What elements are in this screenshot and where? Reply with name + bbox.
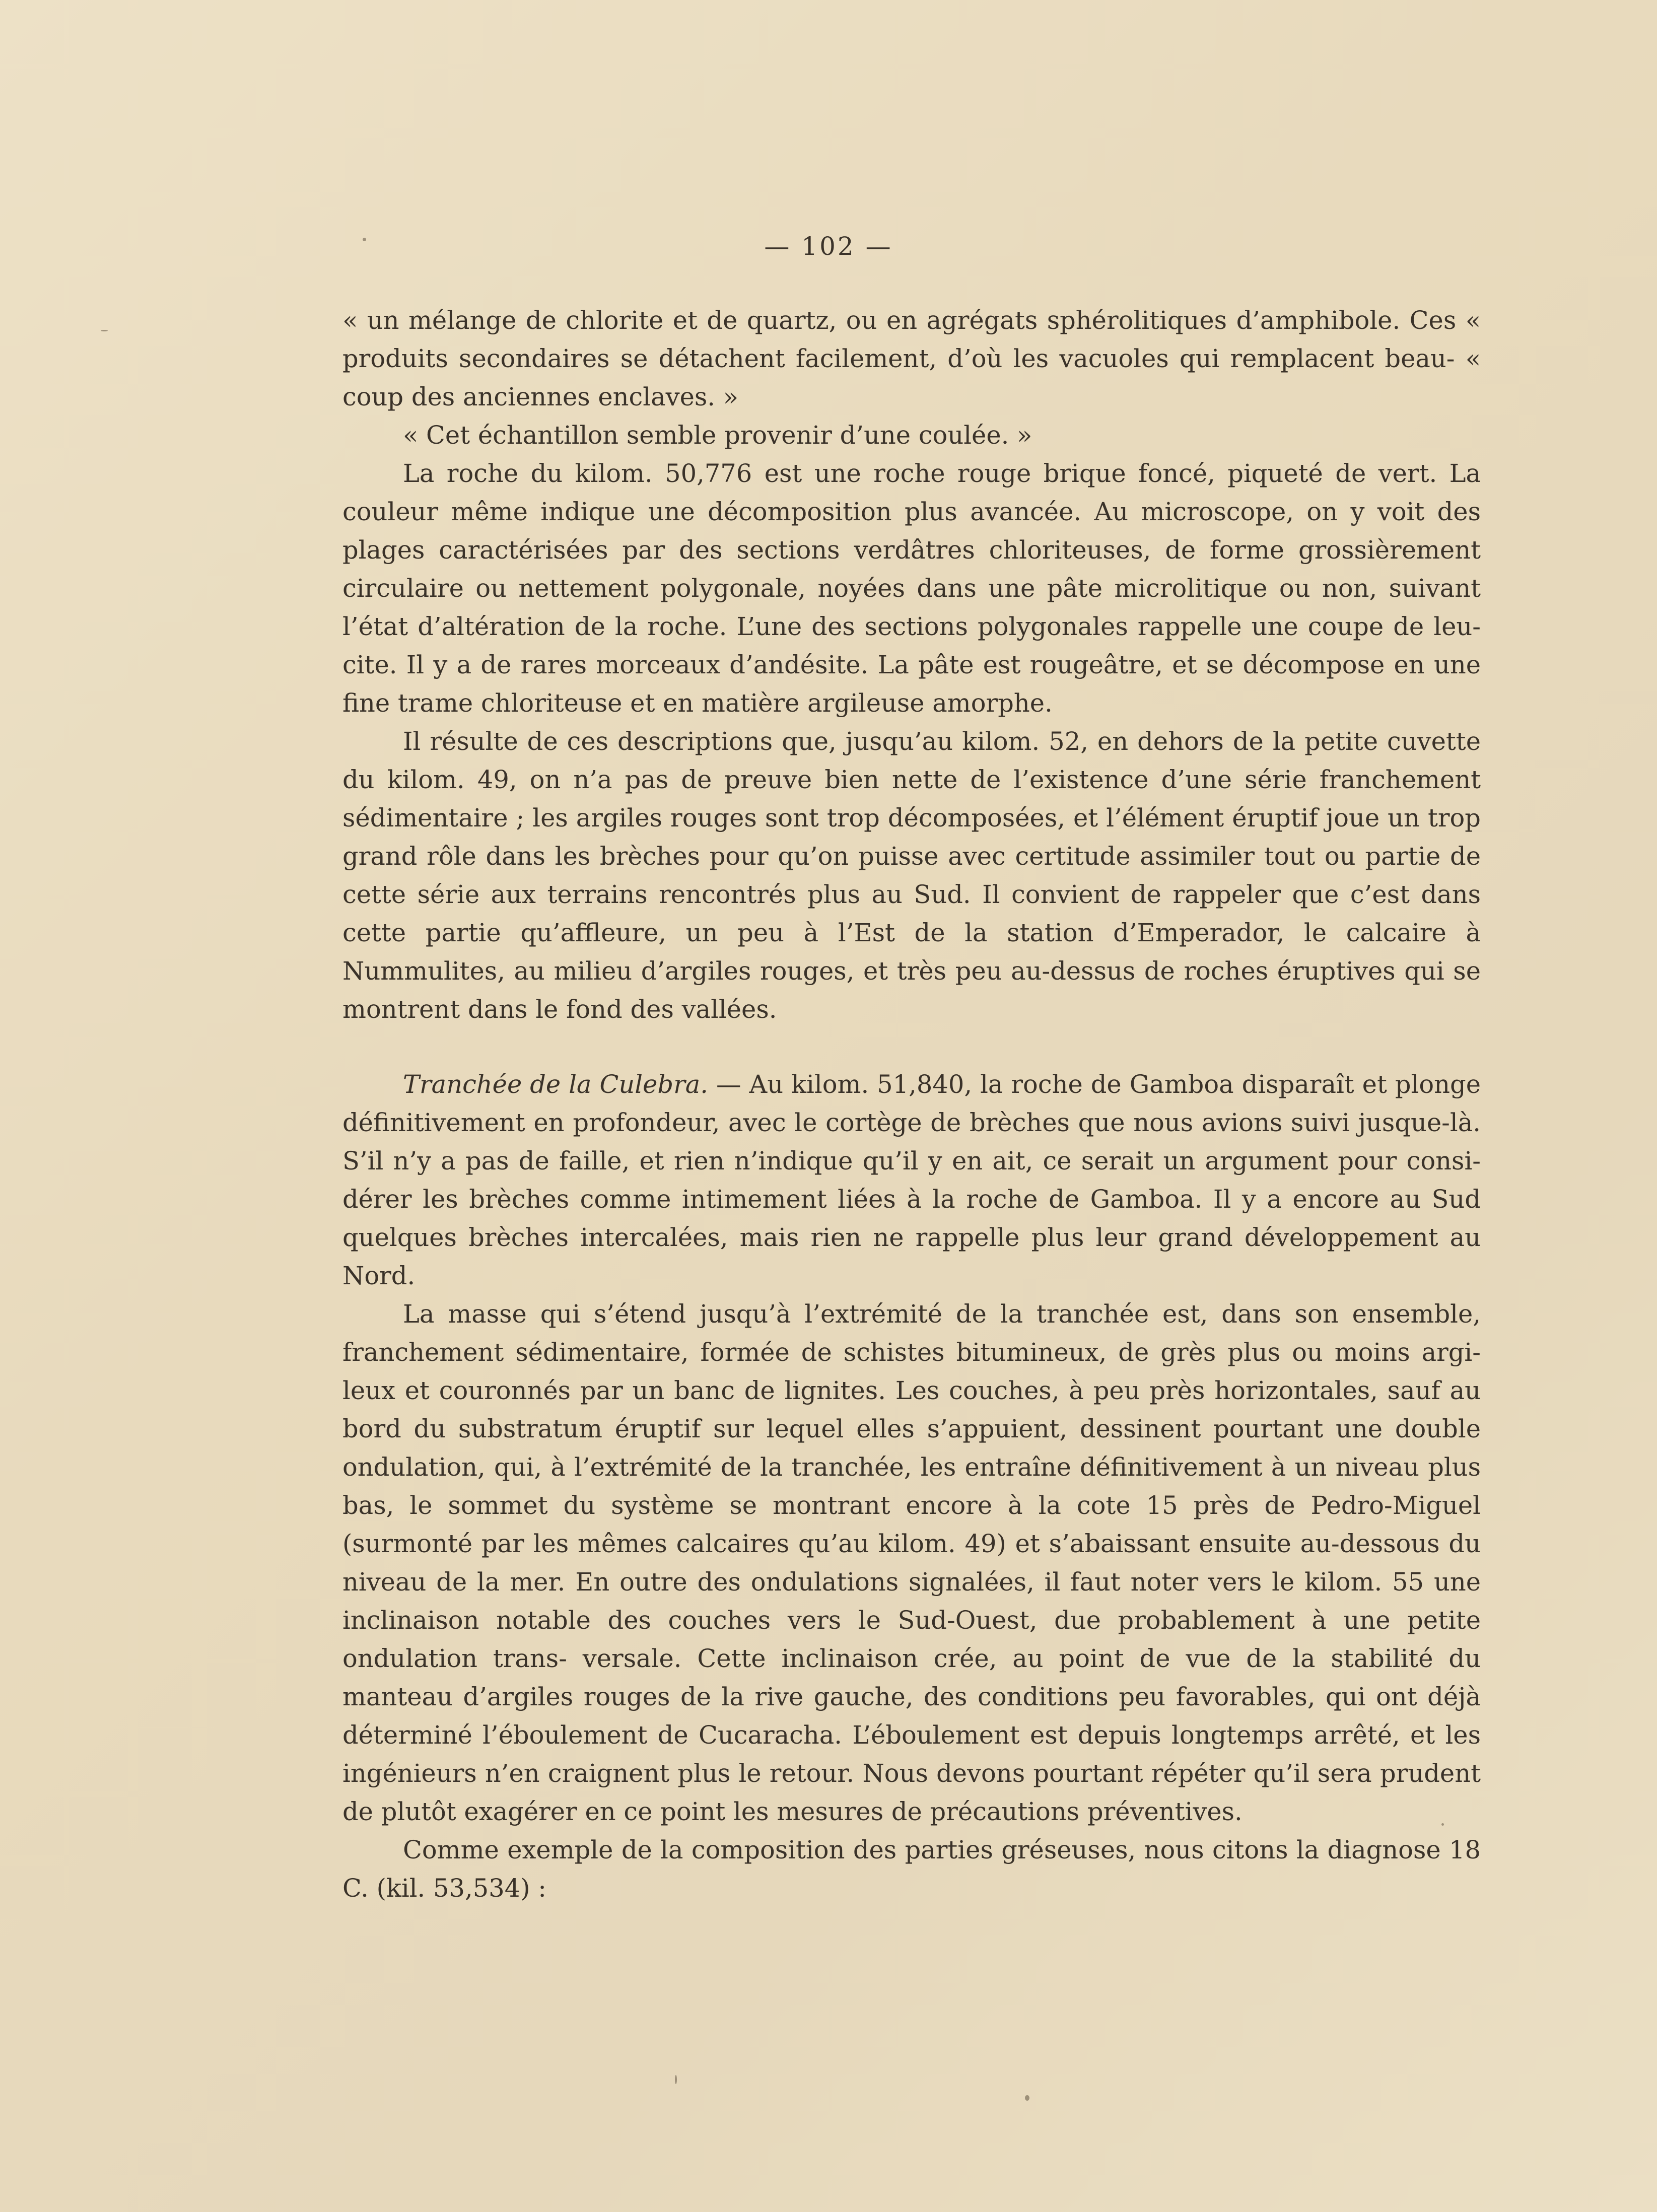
paper-speck (101, 330, 108, 331)
section-heading-culebra: Tranchée de la Culebra. (403, 1070, 708, 1099)
quote-continuation: « un mélange de chlorite et de quartz, ou en agrégats sphérolitiques d’amphibole. Ces « produits secondaires se détachent facilement, d’où les vacuoles qui remplacent beau- « coup des anciennes enclaves. » (342, 306, 1481, 411)
paper-speck (1025, 2095, 1029, 2101)
paragraph-masse: La masse qui s’étend jusqu’à l’extrémité de la tranchée est, dans son ensemble, franchement sédimentaire, formée de schistes bitumineux, de grès plus ou moins argi- leux et couronnés par un banc de lignites. Les couches, à peu près horizontales, sauf au bord du substratum éruptif sur lequel elles s’appuient, dessinent pourtant une double ondulation, qui, à l’extrémité de la tranchée, les entraîne définitivement à un niveau plus bas, le sommet du système se montrant encore à la cote 15 près de Pedro-Miguel (surmonté par les mêmes calcaires qu’au kilom. 49) et s’abaissant ensuite au-dessous du niveau de la mer. En outre des ondulations signalées, il faut noter vers le kilom. 55 une inclinaison notable des couches vers le Sud-Ouest, due probablement à une petite ondulation trans- versale. Cette inclinaison crée, au point de vue de la stabilité du manteau d’argiles rouges de la rive gauche, des conditions peu favorables, qui ont déjà déterminé l’éboulement de Cucaracha. L’éboulement est depuis longtemps arrêté, et les ingénieurs n’en craignent plus le retour. Nous devons pourtant répéter qu’il sera prudent de plutôt exagérer en ce point les mesures de précautions préventives. (342, 1299, 1481, 1826)
paper-speck (1441, 1823, 1444, 1826)
quote-coulee: « Cet échantillon semble provenir d’une coulée. » (403, 421, 1032, 450)
paragraph-comme-exemple: Comme exemple de la composition des parties gréseuses, nous citons la diagnose 18 C. (kil. 53,534) : (342, 1835, 1481, 1903)
text-block-lower (342, 1065, 1481, 1907)
paper-speck (363, 238, 366, 241)
text-block-upper (342, 301, 1481, 1028)
paper-speck (675, 2075, 677, 2084)
page-number: — 102 — (764, 232, 893, 261)
paragraph-culebra (342, 1065, 1481, 1295)
paragraph-culebra-text: — Au kilom. 51,840, la roche de Gamboa disparaît et plonge définitivement en profondeur, avec le cortège de brèches que nous avions suivi jusque-là. S’il n’y a pas de faille, et rien n’indique qu’il y en ait, ce serait un argument pour consi- dérer les brèches comme intimement liées à la roche de Gamboa. Il y a encore au Sud quelques brèches intercalées, mais rien ne rappelle plus leur grand développement au Nord. (342, 1070, 1481, 1290)
paragraph-roche-50776: La roche du kilom. 50,776 est une roche rouge brique foncé, piqueté de vert. La couleur même indique une décomposition plus avancée. Au microscope, on y voit des plages caractérisées par des sections verdâtres chloriteuses, de forme grossièrement circulaire ou nettement polygonale, noyées dans une pâte microlitique ou non, suivant l’état d’altération de la roche. L’une des sections polygonales rappelle une coupe de leu- cite. Il y a de rares morceaux d’andésite. La pâte est rougeâtre, et se décompose en une fine trame chloriteuse et en matière argileuse amorphe. (342, 459, 1481, 718)
paragraph-resulte: Il résulte de ces descriptions que, jusqu’au kilom. 52, en dehors de la petite cuvette du kilom. 49, on n’a pas de preuve bien nette de l’existence d’une série franchement sédimentaire ; les argiles rouges sont trop décomposées, et l’élément éruptif joue un trop grand rôle dans les brèches pour qu’on puisse avec certitude assimiler tout ou partie de cette série aux terrains rencontrés plus au Sud. Il convient de rappeler que c’est dans cette partie qu’affleure, un peu à l’Est de la station d’Emperador, le calcaire à Nummulites, au milieu d’argiles rouges, et très peu au-dessus de roches éruptives qui se montrent dans le fond des vallées. (342, 727, 1481, 1024)
